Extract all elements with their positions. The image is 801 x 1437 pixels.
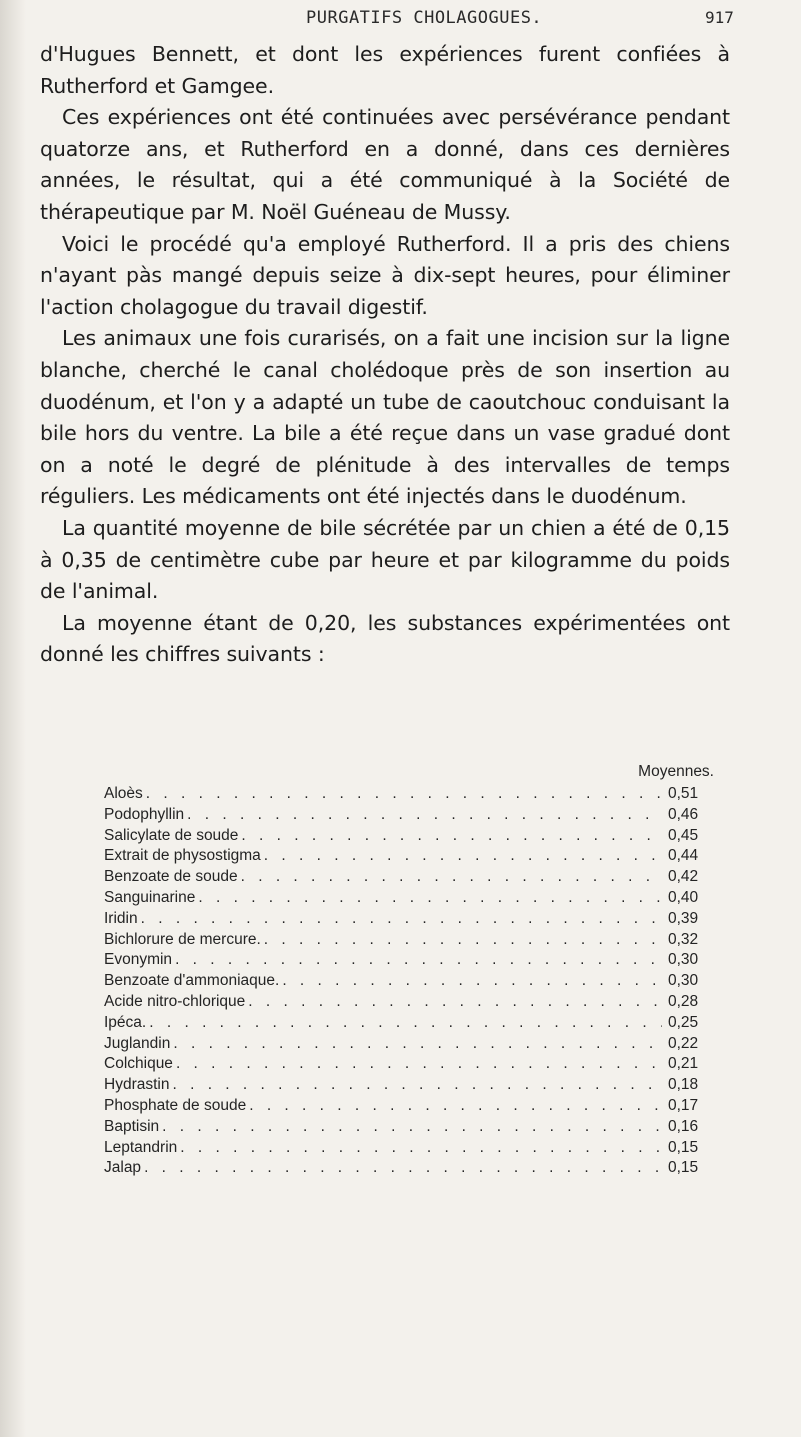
column-header-averages: Moyennes. xyxy=(638,763,714,780)
substance-name: Leptandrin xyxy=(104,1138,178,1156)
dot-leader xyxy=(172,1076,662,1094)
substance-name: Acide nitro-chlorique xyxy=(104,992,246,1010)
average-value: 0,30 xyxy=(668,972,699,990)
average-value: 0,25 xyxy=(668,1013,699,1031)
substance-name: Phosphate de soude xyxy=(104,1096,247,1114)
table-row xyxy=(104,951,714,972)
dot-leader xyxy=(249,1097,662,1115)
table-rows xyxy=(104,785,714,1180)
substance-name: Podophyllin xyxy=(104,805,185,823)
table-row xyxy=(104,806,714,827)
dot-leader xyxy=(175,951,662,969)
dot-leader xyxy=(241,827,662,845)
dot-leader xyxy=(282,972,662,990)
paragraph: Les animaux une fois curarisés, on a fait une incision sur la ligne blanche, cherché le canal cholédoque près de son insertion au duodénum, et l'on y a adapté un tube de caoutchouc conduisant la bile hors du ventre. La bile a été reçue dans un vase gradué dont on a noté le degré de plénitude à des intervalles de temps réguliers. Les médicaments ont été injectés dans le duodénum. xyxy=(40,326,730,509)
substance-name: Aloès xyxy=(104,785,143,802)
average-value: 0,32 xyxy=(668,930,699,948)
substance-name: Salicylate de soude xyxy=(104,826,239,844)
dot-leader xyxy=(241,868,662,886)
dot-leader xyxy=(141,910,662,928)
paragraph: Ces expériences ont été continuées avec persévérance pendant quatorze ans, et Rutherford en a donné, dans ces dernières années, le résultat, qui a été communiqué à la Société de thérapeutique par M. Noël Guéneau de Mussy. xyxy=(40,105,730,224)
average-value: 0,44 xyxy=(668,847,699,865)
average-value: 0,15 xyxy=(668,1138,699,1156)
table-row xyxy=(104,868,714,889)
average-value: 0,21 xyxy=(668,1055,699,1073)
average-value: 0,15 xyxy=(668,1159,699,1177)
substance-name: Ipéca. xyxy=(104,1013,147,1031)
dot-leader xyxy=(264,931,662,949)
table-row xyxy=(104,1076,714,1097)
average-value: 0,46 xyxy=(668,805,699,823)
average-value: 0,39 xyxy=(668,909,699,927)
paragraph: La moyenne étant de 0,20, les substances expérimentées ont donné les chiffres suivants : xyxy=(40,610,730,667)
table-row xyxy=(104,910,714,931)
substance-name: Colchique xyxy=(104,1055,173,1073)
dot-leader xyxy=(187,806,662,824)
dot-leader xyxy=(144,1159,662,1177)
average-value: 0,30 xyxy=(668,951,699,969)
table-row xyxy=(104,1014,714,1035)
dot-leader xyxy=(198,889,662,907)
substance-name: Jalap xyxy=(104,1159,142,1177)
table-row xyxy=(104,1118,714,1139)
substance-name: Sanguinarine xyxy=(104,888,196,906)
body-text xyxy=(40,39,730,671)
average-value: 0,17 xyxy=(668,1096,699,1114)
running-title: PURGATIFS CHOLAGOGUES. xyxy=(306,8,543,28)
dot-leader xyxy=(248,993,662,1011)
dot-leader xyxy=(162,1118,662,1136)
average-value: 0,18 xyxy=(668,1076,699,1094)
substance-name: Juglandin xyxy=(104,1034,171,1052)
table-row xyxy=(104,972,714,993)
average-value: 0,45 xyxy=(668,826,699,844)
average-value: 0,51 xyxy=(668,785,699,802)
table-row xyxy=(104,1139,714,1160)
dot-leader xyxy=(146,785,662,803)
average-value: 0,16 xyxy=(668,1117,699,1135)
paragraph: d'Hugues Bennett, et dont les expériences furent confiées à Rutherford et Gamgee. xyxy=(40,42,730,98)
table-row xyxy=(104,1159,714,1180)
dot-leader xyxy=(173,1035,662,1053)
table-row xyxy=(104,1055,714,1076)
dot-leader xyxy=(176,1055,662,1073)
table-header xyxy=(104,763,714,785)
substance-name: Benzoate de soude xyxy=(104,868,238,886)
paragraph: La quantité moyenne de bile sécrétée par un chien a été de 0,15 à 0,35 de centimètre cube par heure et par kilogramme du poids de l'animal. xyxy=(40,515,730,604)
substance-name: Evonymin xyxy=(104,951,173,969)
results-table xyxy=(104,763,714,1180)
table-row xyxy=(104,993,714,1014)
dot-leader xyxy=(180,1139,662,1157)
substance-name: Baptisin xyxy=(104,1117,160,1135)
substance-name: Hydrastin xyxy=(104,1076,170,1094)
substance-name: Bichlorure de mercure. xyxy=(104,930,261,948)
running-head xyxy=(0,8,801,38)
page-number: 917 xyxy=(705,8,734,27)
substance-name: Benzoate d'ammoniaque. xyxy=(104,972,280,990)
average-value: 0,42 xyxy=(668,868,699,886)
dot-leader xyxy=(149,1014,662,1032)
table-row xyxy=(104,827,714,848)
average-value: 0,22 xyxy=(668,1034,699,1052)
paragraph: Voici le procédé qu'a employé Rutherford. Il a pris des chiens n'ayant pàs mangé depuis seize à dix-sept heures, pour éliminer l'action cholagogue du travail digestif. xyxy=(40,231,730,319)
table-row xyxy=(104,1097,714,1118)
table-row xyxy=(104,785,714,806)
average-value: 0,40 xyxy=(668,888,699,906)
average-value: 0,28 xyxy=(668,992,699,1010)
table-row xyxy=(104,847,714,868)
substance-name: Iridin xyxy=(104,909,138,927)
page-gutter-shadow xyxy=(0,0,26,1437)
dot-leader xyxy=(264,847,662,865)
table-row xyxy=(104,889,714,910)
table-row xyxy=(104,1035,714,1056)
table-row xyxy=(104,931,714,952)
substance-name: Extrait de physostigma xyxy=(104,847,261,865)
